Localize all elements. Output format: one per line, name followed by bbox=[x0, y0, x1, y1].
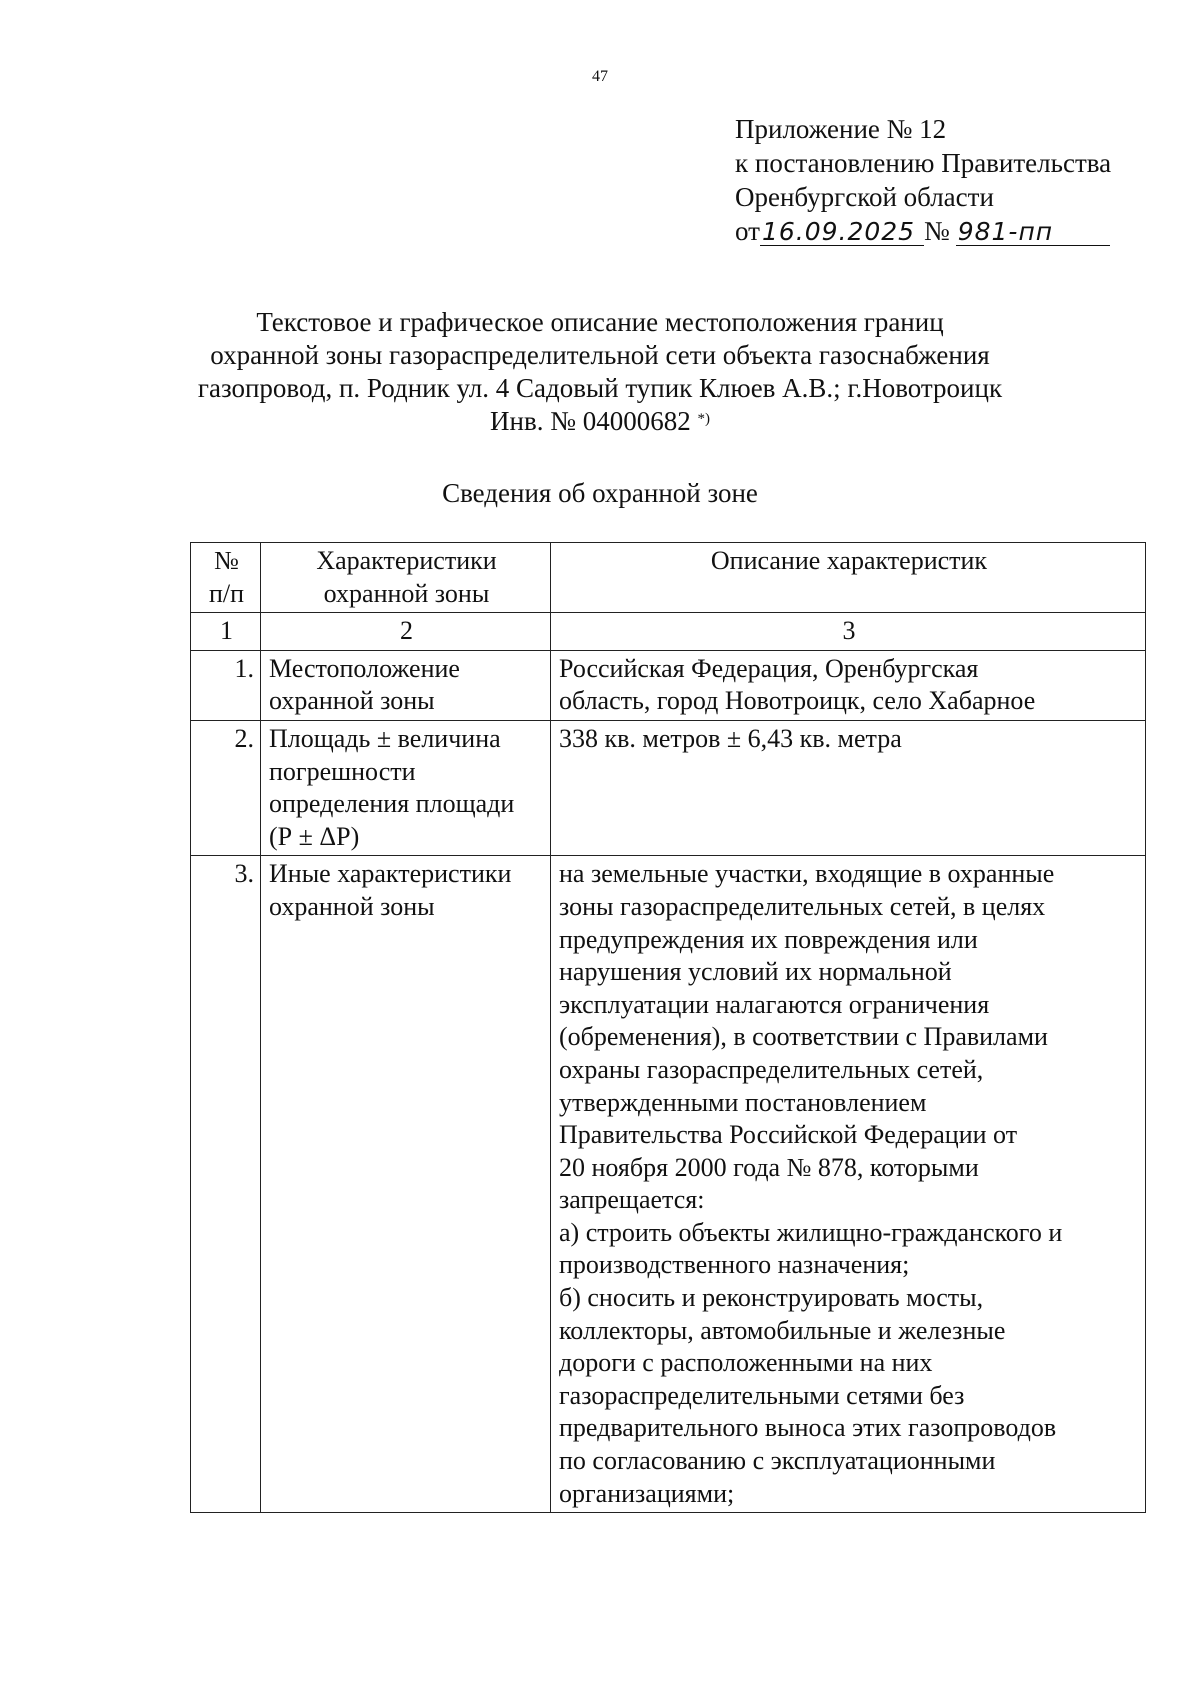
text-line: Российская Федерация, Оренбургская bbox=[559, 653, 979, 683]
row-number: 1. bbox=[191, 650, 261, 720]
section-subtitle: Сведения об охранной зоне bbox=[442, 478, 758, 508]
text-line: газораспределительными сетями без bbox=[559, 1380, 965, 1410]
text-line: Площадь ± величина bbox=[269, 723, 501, 753]
document-title bbox=[0, 306, 1200, 438]
appendix-header bbox=[735, 112, 1111, 248]
text-line: 338 кв. метров ± 6,43 кв. метра bbox=[559, 723, 902, 753]
header-characteristic-line: охранной зоны bbox=[323, 578, 490, 608]
row-characteristic bbox=[261, 856, 551, 1513]
text-line: на земельные участки, входящие в охранные bbox=[559, 859, 1055, 889]
text-line: Местоположение bbox=[269, 653, 460, 683]
text-line: а) строить объекты жилищно-гражданского и bbox=[559, 1217, 1063, 1247]
page-number: 47 bbox=[592, 68, 608, 85]
header-description bbox=[551, 543, 1146, 613]
date-prefix: от bbox=[735, 216, 760, 246]
row-description bbox=[551, 650, 1146, 720]
appendix-region: Оренбургской области bbox=[735, 182, 994, 212]
text-line: Иные характеристики bbox=[269, 859, 512, 889]
text-line: охраны газораспределительных сетей, bbox=[559, 1054, 984, 1084]
text-line: производственного назначения; bbox=[559, 1250, 910, 1280]
column-number: 3 bbox=[551, 613, 1146, 651]
text-line: 20 ноября 2000 года № 878, которыми bbox=[559, 1152, 979, 1182]
row-description bbox=[551, 720, 1146, 855]
table-row bbox=[191, 720, 1146, 855]
text-line: охранной зоны bbox=[269, 686, 435, 716]
header-characteristic-line: Характеристики bbox=[316, 546, 497, 575]
text-line: охранной зоны bbox=[269, 891, 435, 921]
row-description bbox=[551, 856, 1146, 1513]
column-number: 1 bbox=[191, 613, 261, 651]
text-line: предварительного выноса этих газопроводов bbox=[559, 1413, 1057, 1443]
text-line: погрешности bbox=[269, 756, 416, 786]
handwritten-number: 981-пп bbox=[956, 219, 1110, 246]
header-description-line: Описание характеристик bbox=[710, 546, 988, 575]
text-line: (обременения), в соответствии с Правилами bbox=[559, 1022, 1048, 1052]
appendix-reference: к постановлению Правительства bbox=[735, 148, 1112, 178]
inventory-number: Инв. № 04000682 bbox=[490, 406, 691, 436]
row-number: 2. bbox=[191, 720, 261, 855]
text-line: определения площади bbox=[269, 789, 515, 819]
title-line-1: Текстовое и графическое описание местоположения границ bbox=[256, 307, 944, 337]
text-line: утвержденными постановлением bbox=[559, 1087, 927, 1117]
text-line: эксплуатации налагаются ограничения bbox=[559, 989, 990, 1019]
column-number-row bbox=[191, 613, 1146, 651]
title-line-3: газопровод, п. Родник ул. 4 Садовый тупик Клюев А.В.; г.Новотроицк bbox=[197, 373, 1003, 403]
text-line: запрещается: bbox=[559, 1185, 705, 1215]
text-line: предупреждения их повреждения или bbox=[559, 924, 978, 954]
title-line-4 bbox=[0, 405, 1200, 438]
footnote-mark: *) bbox=[697, 411, 710, 427]
zone-info-table bbox=[190, 542, 1146, 1513]
header-num bbox=[191, 543, 261, 613]
text-line: дороги с расположенными на них bbox=[559, 1348, 933, 1378]
appendix-date-line bbox=[735, 214, 1111, 248]
table-row bbox=[191, 650, 1146, 720]
text-line: область, город Новотроицк, село Хабарное bbox=[559, 686, 1036, 716]
text-line: по согласованию с эксплуатационными bbox=[559, 1446, 996, 1476]
text-line: коллекторы, автомобильные и железные bbox=[559, 1315, 1006, 1345]
row-characteristic bbox=[261, 720, 551, 855]
column-number: 2 bbox=[261, 613, 551, 651]
header-num-line: п/п bbox=[208, 578, 245, 608]
appendix-title: Приложение № 12 bbox=[735, 114, 947, 144]
title-line-2: охранной зоны газораспределительной сети объекта газоснабжения bbox=[210, 340, 990, 370]
header-characteristic bbox=[261, 543, 551, 613]
table-header-row bbox=[191, 543, 1146, 613]
text-line: Правительства Российской Федерации от bbox=[559, 1120, 1018, 1150]
table-row bbox=[191, 856, 1146, 1513]
text-line: (Р ± ΔР) bbox=[269, 821, 360, 851]
text-line: нарушения условий их нормальной bbox=[559, 957, 952, 987]
number-label: № bbox=[923, 216, 950, 246]
text-line: зоны газораспределительных сетей, в целях bbox=[559, 891, 1046, 921]
header-num-line: № bbox=[214, 546, 239, 575]
text-line: организациями; bbox=[559, 1478, 735, 1508]
text-line: б) сносить и реконструировать мосты, bbox=[559, 1283, 984, 1313]
row-characteristic bbox=[261, 650, 551, 720]
row-number: 3. bbox=[191, 856, 261, 1513]
handwritten-date: 16.09.2025 bbox=[760, 219, 924, 246]
